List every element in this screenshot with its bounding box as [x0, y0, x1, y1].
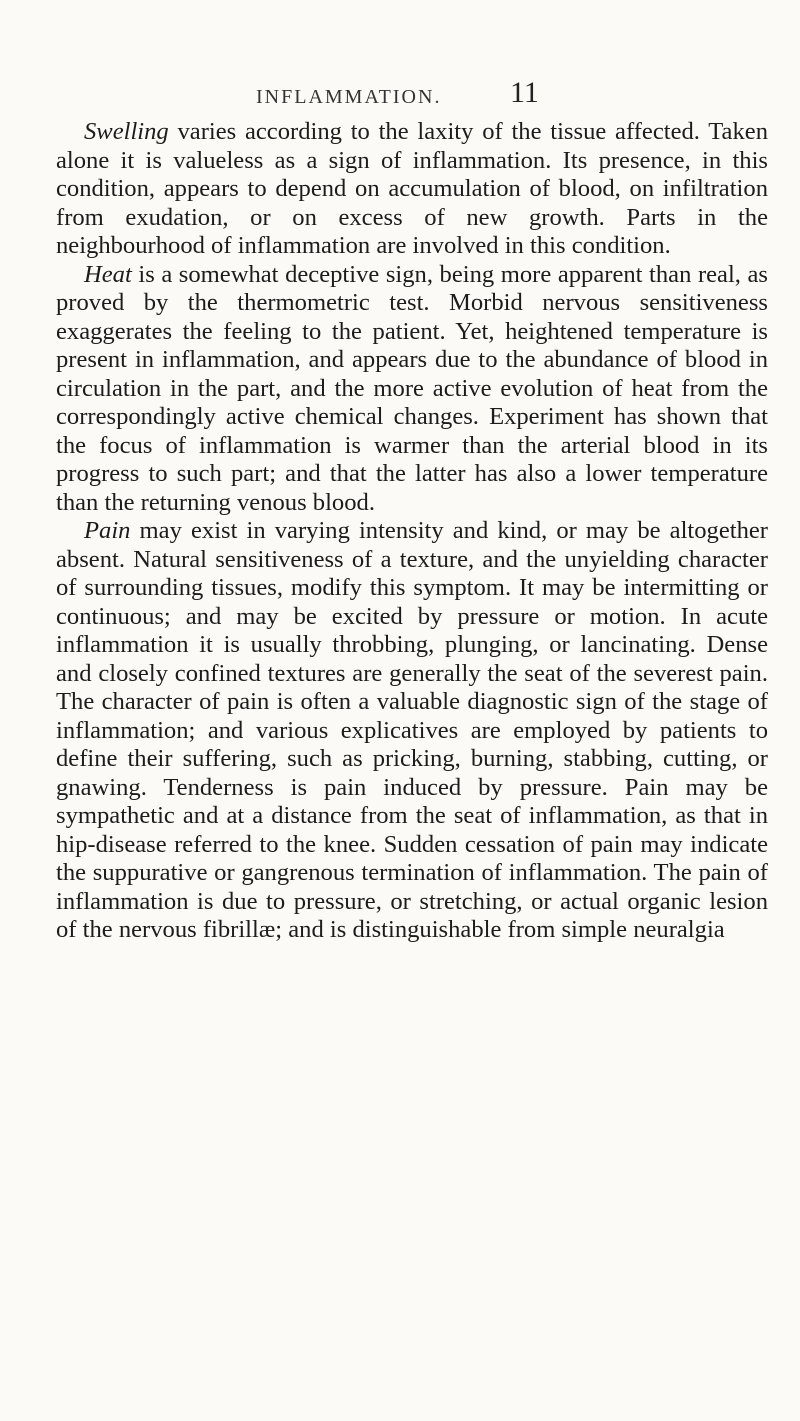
- page-number: 11: [510, 76, 539, 109]
- paragraph-swelling: [56, 118, 768, 261]
- paragraph-text: is a somewhat deceptive sign, being more apparent than real, as proved by the thermometric test. Morbid nervous sensitiveness exaggerates the feeling to the patient. Yet, heightened temperature is present in inflammation, and appears due to the abundance of blood in circulation in the part, and the more active evolution of heat from the correspondingly active chemical changes. Experiment has shown that the focus of inflammation is warmer than the arterial blood in its progress to such part; and that the latter has also a lower temperature than the returning venous blood.: [56, 260, 768, 516]
- paragraph-text: may exist in varying intensity and kind, or may be altogether absent. Natural sensitiveness of a texture, and the unyielding character of surrounding tissues, modify this symptom. It may be intermitting or continuous; and may be excited by pressure or motion. In acute inflammation it is usually throbbing, plunging, or lancinating. Dense and closely confined textures are generally the seat of the severest pain. The character of pain is often a valuable diagnostic sign of the stage of inflammation; and various explicatives are employed by patients to define their suffering, such as pricking, burning, stabbing, cutting, or gnawing. Tenderness is pain induced by pressure. Pain may be sympathetic and at a distance from the seat of inflammation, as that in hip-disease referred to the knee. Sudden cessation of pain may indicate the suppurative or gangrenous termination of inflammation. The pain of inflammation is due to pressure, or stretching, or actual organic lesion of the nervous fibrillæ; and is distinguishable from simple neuralgia: [56, 517, 768, 943]
- running-head: [56, 72, 768, 112]
- term-swelling: Swelling: [84, 118, 169, 145]
- running-title: INFLAMMATION.: [256, 86, 442, 108]
- paragraph-heat: [56, 261, 768, 518]
- body-text: [56, 118, 768, 945]
- paragraph-pain: [56, 517, 768, 945]
- book-page: [56, 0, 768, 1421]
- paragraph-text: varies according to the laxity of the tissue affected. Taken alone it is valueless as a sign of inflammation. Its presence, in this condition, appears to depend on accumulation of blood, on infiltration from exudation, or on excess of new growth. Parts in the neighbourhood of inflammation are involved in this condition.: [56, 118, 768, 259]
- term-pain: Pain: [84, 517, 131, 544]
- term-heat: Heat: [84, 260, 132, 288]
